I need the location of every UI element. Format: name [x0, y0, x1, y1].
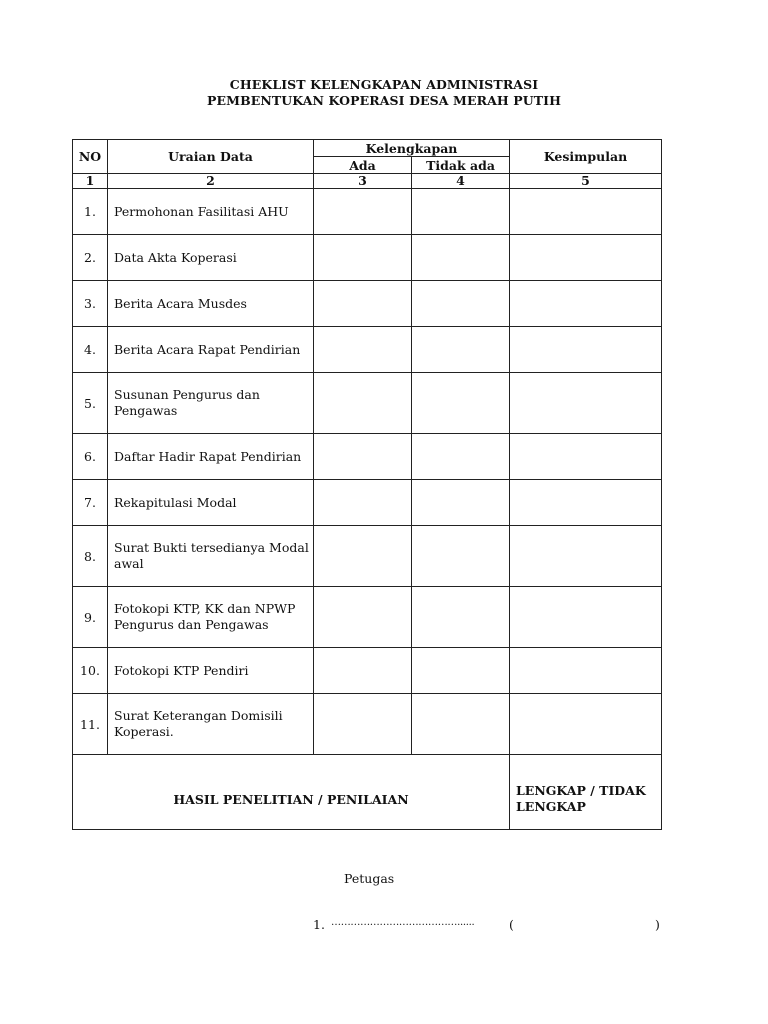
- column-number: 5: [510, 174, 662, 189]
- row-description: Permohonan Fasilitasi AHU: [108, 189, 314, 235]
- header-ada: Ada: [314, 157, 412, 174]
- cell-kesimpulan[interactable]: [510, 281, 662, 327]
- row-description: Fotokopi KTP Pendiri: [108, 648, 314, 694]
- row-description: Susunan Pengurus dan Pengawas: [108, 373, 314, 434]
- cell-kesimpulan[interactable]: [510, 694, 662, 755]
- cell-kesimpulan[interactable]: [510, 373, 662, 434]
- column-number-row: [73, 174, 662, 189]
- cell-ada[interactable]: [314, 648, 412, 694]
- row-number: 10.: [73, 648, 108, 694]
- row-number: 11.: [73, 694, 108, 755]
- row-number: 1.: [73, 189, 108, 235]
- checklist-row: [73, 648, 662, 694]
- checklist-row: [73, 235, 662, 281]
- cell-tidak-ada[interactable]: [412, 327, 510, 373]
- column-number: 4: [412, 174, 510, 189]
- row-description: Rekapitulasi Modal: [108, 480, 314, 526]
- cell-kesimpulan[interactable]: [510, 526, 662, 587]
- header-kesimpulan: Kesimpulan: [510, 140, 662, 174]
- document-title: [0, 77, 768, 109]
- cell-ada[interactable]: [314, 235, 412, 281]
- checklist-table-body: [73, 140, 662, 830]
- cell-tidak-ada[interactable]: [412, 189, 510, 235]
- signature-open-paren: (: [509, 917, 514, 932]
- checklist-row: [73, 434, 662, 480]
- cell-ada[interactable]: [314, 526, 412, 587]
- title-line-1: CHEKLIST KELENGKAPAN ADMINISTRASI: [229, 77, 539, 92]
- checklist-table: [72, 139, 662, 830]
- row-number: 2.: [73, 235, 108, 281]
- column-number: 2: [108, 174, 314, 189]
- cell-kesimpulan[interactable]: [510, 587, 662, 648]
- row-description: Surat Bukti tersedianya Modal awal: [108, 526, 314, 587]
- row-description: Daftar Hadir Rapat Pendirian: [108, 434, 314, 480]
- cell-ada[interactable]: [314, 694, 412, 755]
- cell-tidak-ada[interactable]: [412, 694, 510, 755]
- result-value: LENGKAP / TIDAK LENGKAP: [510, 755, 662, 830]
- cell-kesimpulan[interactable]: [510, 327, 662, 373]
- cell-tidak-ada[interactable]: [412, 373, 510, 434]
- cell-ada[interactable]: [314, 281, 412, 327]
- row-description: Fotokopi KTP, KK dan NPWP Pengurus dan Pengawas: [108, 587, 314, 648]
- row-number: 9.: [73, 587, 108, 648]
- row-number: 7.: [73, 480, 108, 526]
- column-number: 1: [73, 174, 108, 189]
- cell-kesimpulan[interactable]: [510, 189, 662, 235]
- row-description: Berita Acara Rapat Pendirian: [108, 327, 314, 373]
- signature-close-paren: ): [655, 917, 660, 932]
- cell-tidak-ada[interactable]: [412, 235, 510, 281]
- signature-dotted-line: …………………………………......: [331, 917, 475, 928]
- checklist-row: [73, 373, 662, 434]
- checklist-row: [73, 526, 662, 587]
- result-label: HASIL PENELITIAN / PENILAIAN: [73, 755, 510, 830]
- row-description: Berita Acara Musdes: [108, 281, 314, 327]
- checklist-row: [73, 587, 662, 648]
- result-row: [73, 755, 662, 830]
- cell-tidak-ada[interactable]: [412, 434, 510, 480]
- cell-kesimpulan[interactable]: [510, 480, 662, 526]
- cell-tidak-ada[interactable]: [412, 648, 510, 694]
- header-uraian: Uraian Data: [108, 140, 314, 174]
- checklist-row: [73, 189, 662, 235]
- header-kelengkapan: Kelengkapan: [314, 140, 510, 157]
- checklist-row: [73, 281, 662, 327]
- cell-kesimpulan[interactable]: [510, 434, 662, 480]
- row-description: Surat Keterangan Domisili Koperasi.: [108, 694, 314, 755]
- cell-ada[interactable]: [314, 189, 412, 235]
- cell-ada[interactable]: [314, 373, 412, 434]
- cell-tidak-ada[interactable]: [412, 526, 510, 587]
- cell-ada[interactable]: [314, 434, 412, 480]
- row-number: 8.: [73, 526, 108, 587]
- checklist-row: [73, 327, 662, 373]
- header-row-top: [73, 140, 662, 157]
- checklist-row: [73, 694, 662, 755]
- cell-ada[interactable]: [314, 327, 412, 373]
- row-number: 5.: [73, 373, 108, 434]
- cell-tidak-ada[interactable]: [412, 281, 510, 327]
- row-number: 4.: [73, 327, 108, 373]
- cell-tidak-ada[interactable]: [412, 587, 510, 648]
- signature-number: 1.: [313, 917, 325, 932]
- cell-tidak-ada[interactable]: [412, 480, 510, 526]
- cell-ada[interactable]: [314, 587, 412, 648]
- cell-kesimpulan[interactable]: [510, 648, 662, 694]
- row-number: 3.: [73, 281, 108, 327]
- officer-label: Petugas: [344, 871, 395, 886]
- cell-kesimpulan[interactable]: [510, 235, 662, 281]
- column-number: 3: [314, 174, 412, 189]
- row-number: 6.: [73, 434, 108, 480]
- header-tidak-ada: Tidak ada: [412, 157, 510, 174]
- row-description: Data Akta Koperasi: [108, 235, 314, 281]
- checklist-row: [73, 480, 662, 526]
- header-no: NO: [73, 140, 108, 174]
- cell-ada[interactable]: [314, 480, 412, 526]
- title-line-2: PEMBENTUKAN KOPERASI DESA MERAH PUTIH: [207, 93, 561, 108]
